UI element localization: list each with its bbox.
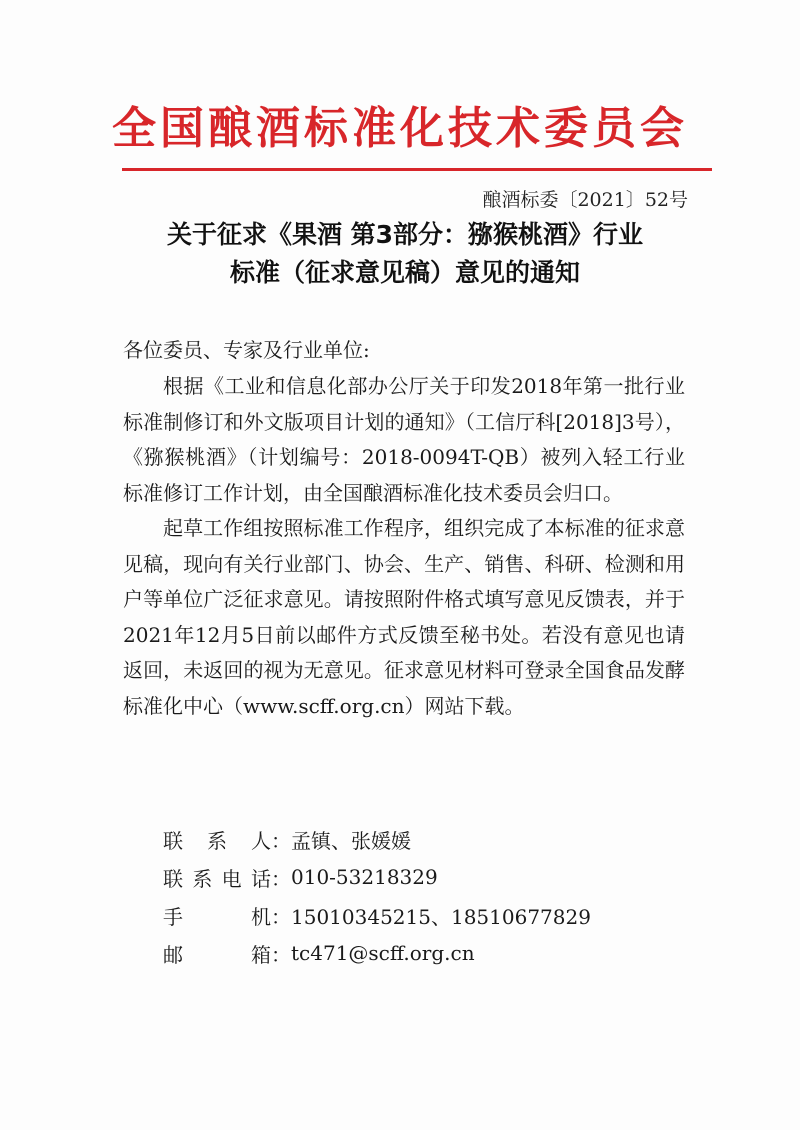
notice-title-line-2: 标准（征求意见稿）意见的通知 (229, 258, 580, 287)
contact-mobile-row (163, 896, 591, 934)
contact-email-label: 邮 箱 (163, 942, 271, 967)
contact-email-value: tc471@scff.org.cn (291, 941, 475, 965)
red-divider-rule (122, 168, 712, 171)
contact-person-row (163, 820, 591, 858)
colon: ： (271, 828, 291, 853)
colon: ： (271, 904, 291, 929)
contact-block (163, 820, 591, 972)
notice-title (110, 216, 700, 292)
colon: ： (271, 942, 291, 967)
committee-header-title: 全国酿酒标准化技术委员会 (112, 103, 688, 154)
contact-email-row (163, 934, 591, 972)
contact-phone-label: 联 系 电 话 (163, 866, 271, 891)
contact-mobile-value: 15010345215、18510677829 (291, 904, 591, 929)
notice-body (123, 369, 685, 724)
notice-title-line-1: 关于征求《果酒 第3部分：猕猴桃酒》行业 (166, 220, 644, 249)
contact-person-label: 联 系 人 (163, 828, 271, 853)
body-paragraph-2: 起草工作组按照标准工作程序，组织完成了本标准的征求意见稿，现向有关行业部门、协会、生产、销售、科研、检测和用户等单位广泛征求意见。请按照附件格式填写意见反馈表，并于2021年12月5日前以邮件方式反馈至秘书处。若没有意见也请返回，未返回的视为无意见。征求意见材料可登录全国食品发酵标准化中心（www.scff.org.cn）网站下载。 (123, 516, 685, 718)
contact-person-value: 孟镇、张媛媛 (291, 828, 411, 853)
contact-phone-row (163, 858, 591, 896)
document-number: 酿酒标委〔2021〕52号 (482, 189, 688, 211)
body-paragraph-1: 根据《工业和信息化部办公厅关于印发2018年第一批行业标准制修订和外文版项目计划的通知》（工信厅科[2018]3号），《猕猴桃酒》（计划编号：2018-0094T-QB）被列入轻工行业标准修订工作计划，由全国酿酒标准化技术委员会归口。 (123, 374, 685, 505)
salutation: 各位委员、专家及行业单位: (123, 338, 370, 362)
colon: ： (271, 866, 291, 891)
contact-phone-value: 010-53218329 (291, 865, 438, 889)
contact-mobile-label: 手 机 (163, 904, 271, 929)
